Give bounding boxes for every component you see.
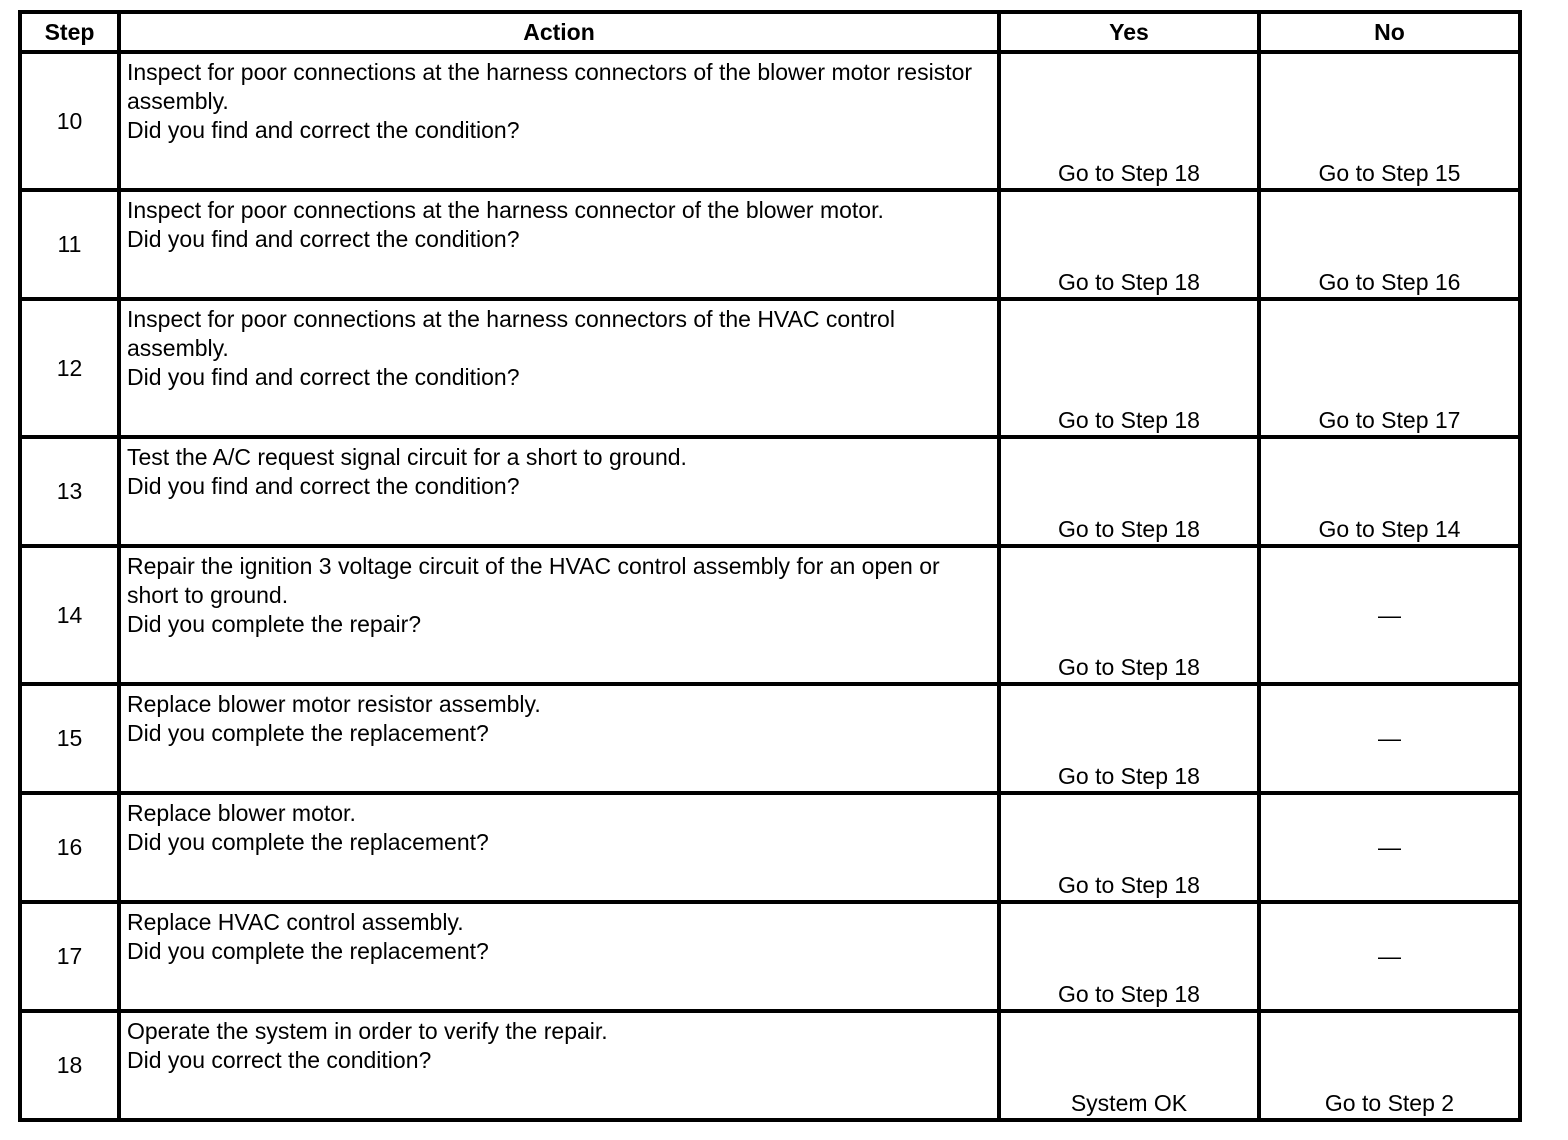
action-instruction: Repair the ignition 3 voltage circuit of the HVAC control assembly for an open or short to ground.	[127, 553, 940, 608]
no-result: Go to Step 2	[1259, 1011, 1520, 1120]
action-instruction: Operate the system in order to verify the repair.	[127, 1018, 608, 1044]
action-question: Did you complete the replacement?	[127, 720, 489, 746]
table-row	[20, 1011, 1520, 1120]
step-number: 12	[20, 299, 119, 437]
action-cell	[119, 793, 999, 902]
yes-result: Go to Step 18	[999, 190, 1259, 299]
yes-result: Go to Step 18	[999, 437, 1259, 546]
no-result: —	[1259, 684, 1520, 793]
action-cell	[119, 1011, 999, 1120]
step-number: 16	[20, 793, 119, 902]
action-instruction: Inspect for poor connections at the harness connector of the blower motor.	[127, 197, 884, 223]
action-instruction: Replace HVAC control assembly.	[127, 909, 464, 935]
table-row	[20, 902, 1520, 1011]
step-number: 13	[20, 437, 119, 546]
action-question: Did you find and correct the condition?	[127, 226, 520, 252]
action-question: Did you find and correct the condition?	[127, 364, 520, 390]
yes-result: Go to Step 18	[999, 793, 1259, 902]
table-row	[20, 793, 1520, 902]
step-number: 18	[20, 1011, 119, 1120]
yes-result: Go to Step 18	[999, 299, 1259, 437]
header-step: Step	[20, 12, 119, 52]
table-row	[20, 190, 1520, 299]
table-row	[20, 52, 1520, 190]
action-question: Did you complete the repair?	[127, 611, 422, 637]
step-number: 14	[20, 546, 119, 684]
action-instruction: Replace blower motor.	[127, 800, 356, 826]
diagnostic-table	[18, 10, 1522, 1122]
action-cell	[119, 437, 999, 546]
step-number: 11	[20, 190, 119, 299]
no-result: Go to Step 14	[1259, 437, 1520, 546]
action-question: Did you complete the replacement?	[127, 829, 489, 855]
header-action: Action	[119, 12, 999, 52]
action-instruction: Inspect for poor connections at the harness connectors of the HVAC control assembly.	[127, 306, 895, 361]
step-number: 15	[20, 684, 119, 793]
header-no: No	[1259, 12, 1520, 52]
action-cell	[119, 684, 999, 793]
yes-result: Go to Step 18	[999, 902, 1259, 1011]
action-question: Did you find and correct the condition?	[127, 117, 520, 143]
yes-result: Go to Step 18	[999, 52, 1259, 190]
no-result: —	[1259, 902, 1520, 1011]
no-result: —	[1259, 546, 1520, 684]
yes-result: Go to Step 18	[999, 684, 1259, 793]
table-row	[20, 684, 1520, 793]
action-instruction: Inspect for poor connections at the harness connectors of the blower motor resistor assembly.	[127, 59, 973, 114]
header-yes: Yes	[999, 12, 1259, 52]
no-result: Go to Step 16	[1259, 190, 1520, 299]
table-row	[20, 546, 1520, 684]
action-instruction: Test the A/C request signal circuit for a short to ground.	[127, 444, 687, 470]
action-instruction: Replace blower motor resistor assembly.	[127, 691, 541, 717]
action-cell	[119, 190, 999, 299]
header-row	[20, 12, 1520, 52]
no-result: Go to Step 17	[1259, 299, 1520, 437]
action-question: Did you complete the replacement?	[127, 938, 489, 964]
action-cell	[119, 546, 999, 684]
yes-result: System OK	[999, 1011, 1259, 1120]
no-result: Go to Step 15	[1259, 52, 1520, 190]
step-number: 10	[20, 52, 119, 190]
step-number: 17	[20, 902, 119, 1011]
table-row	[20, 437, 1520, 546]
action-question: Did you correct the condition?	[127, 1047, 432, 1073]
table-row	[20, 299, 1520, 437]
yes-result: Go to Step 18	[999, 546, 1259, 684]
action-cell	[119, 902, 999, 1011]
action-cell	[119, 52, 999, 190]
action-question: Did you find and correct the condition?	[127, 473, 520, 499]
no-result: —	[1259, 793, 1520, 902]
action-cell	[119, 299, 999, 437]
